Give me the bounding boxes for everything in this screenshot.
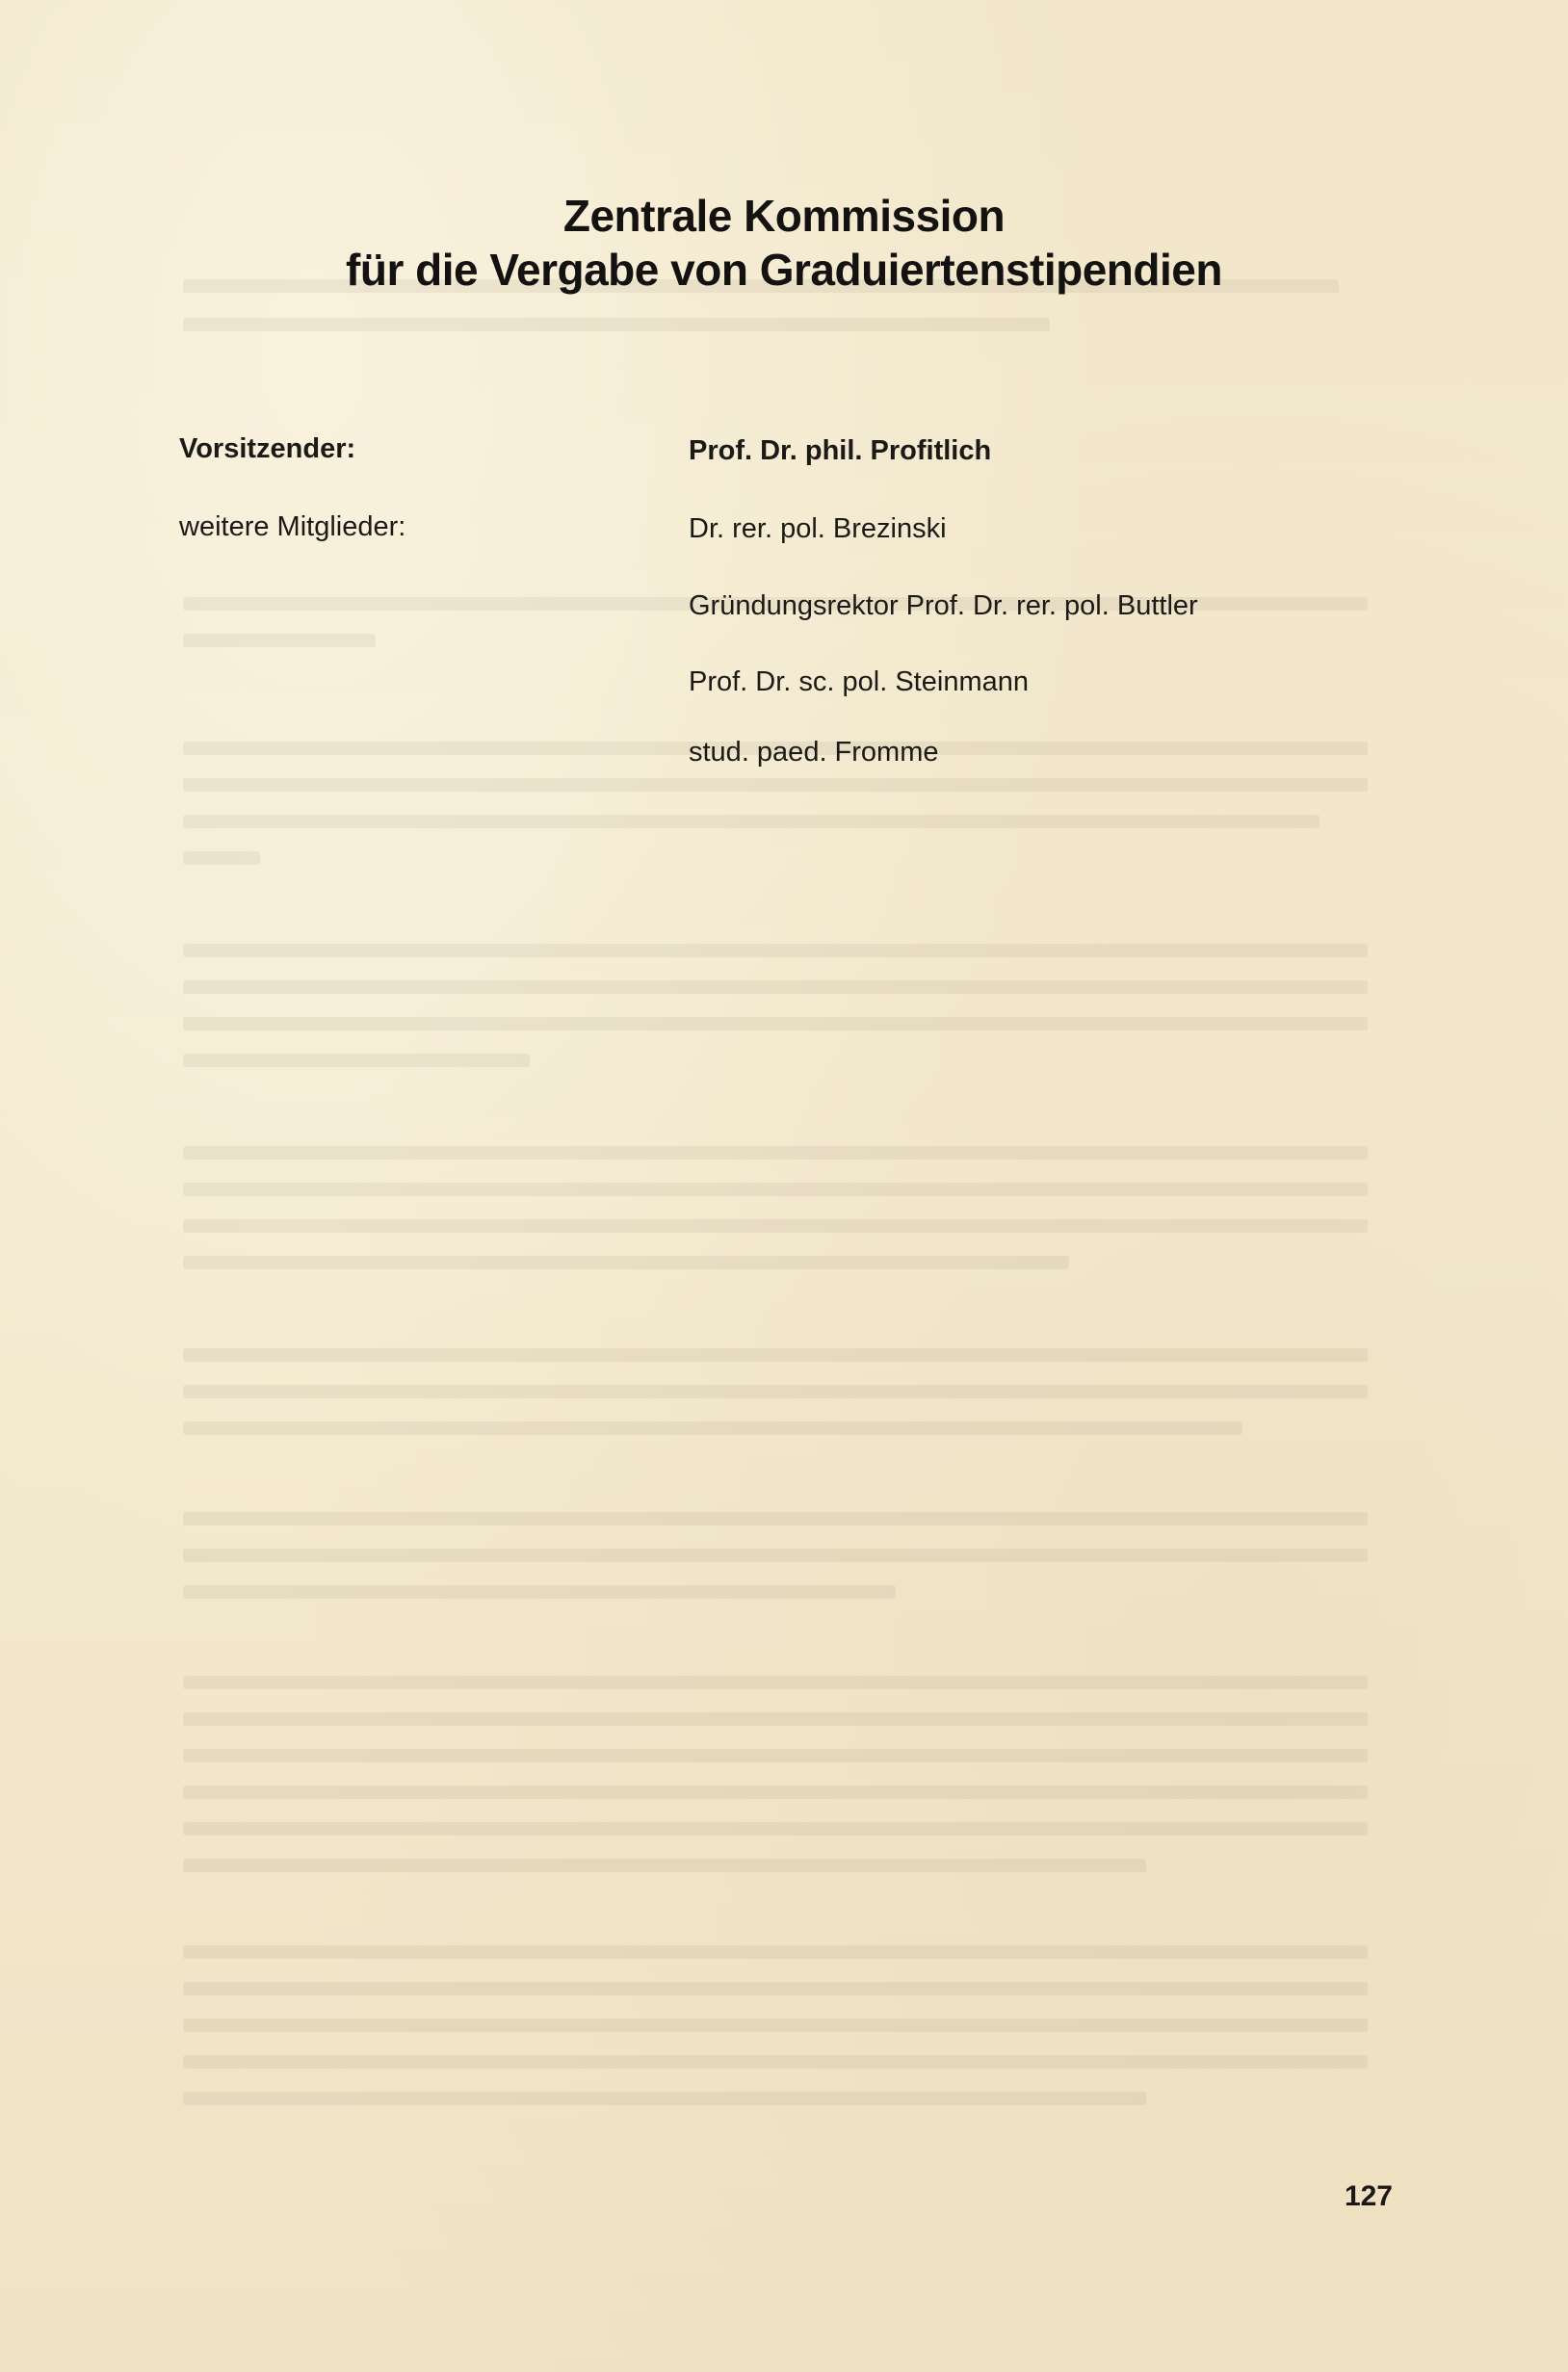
member-item: stud. paed. Fromme	[689, 737, 939, 768]
chair-name: Prof. Dr. phil. Profitlich	[689, 435, 992, 466]
page-number: 127	[1344, 2180, 1393, 2212]
member-item: Gründungsrektor Prof. Dr. rer. pol. Buttler	[689, 590, 1198, 621]
title-line-2: für die Vergabe von Graduiertenstipendien	[346, 244, 1222, 295]
chair-label: Vorsitzender:	[179, 433, 356, 464]
page-title	[0, 189, 1568, 297]
title-line-1: Zentrale Kommission	[562, 190, 1006, 241]
members-label: weitere Mitglieder:	[179, 511, 406, 542]
member-item: Prof. Dr. sc. pol. Steinmann	[689, 666, 1029, 697]
member-item: Dr. rer. pol. Brezinski	[689, 513, 947, 544]
